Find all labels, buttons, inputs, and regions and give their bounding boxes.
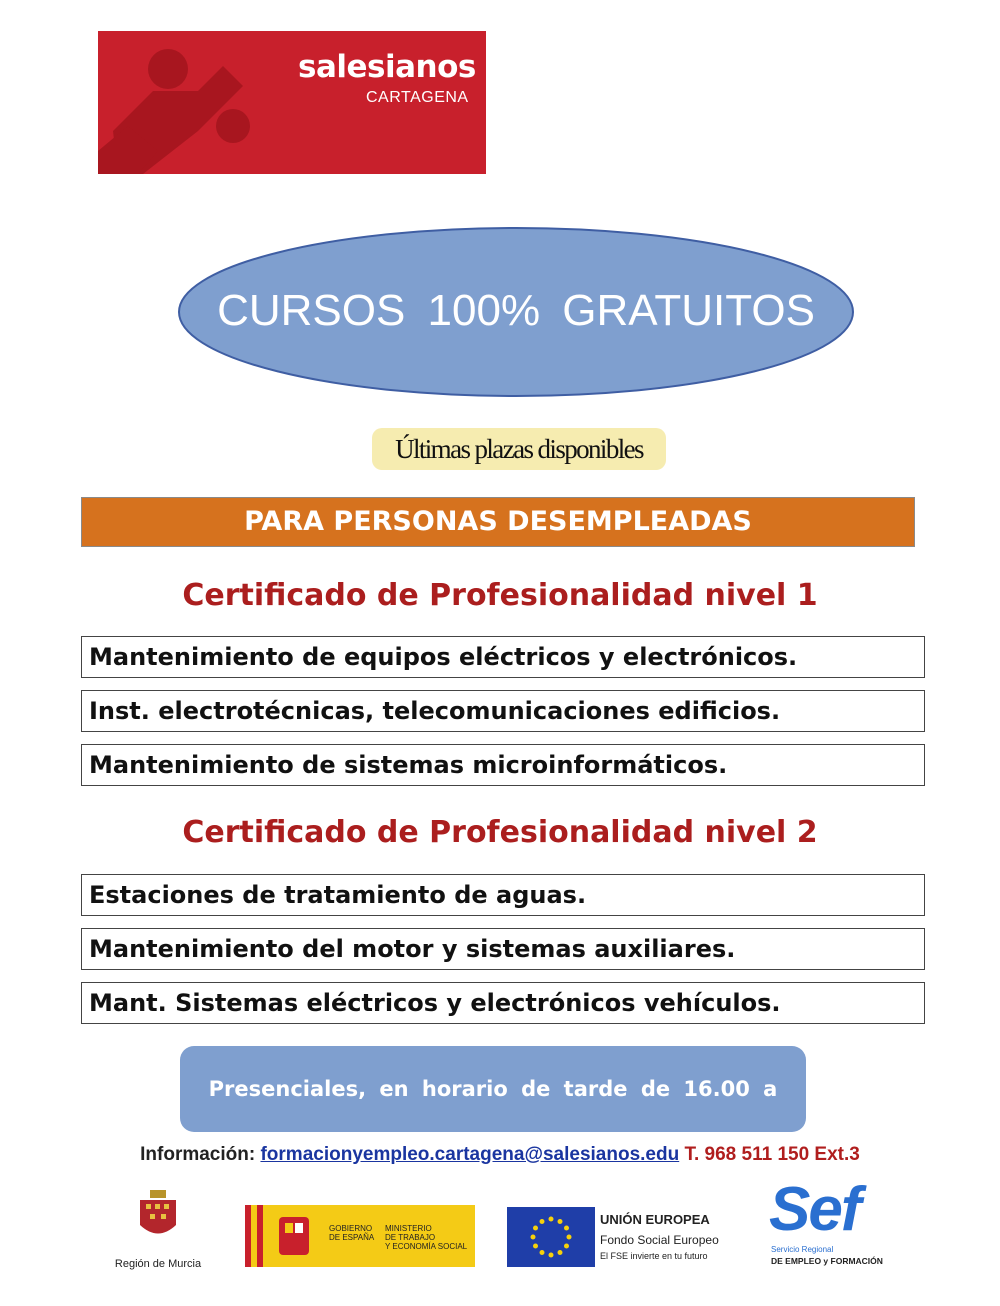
eu-flag-icon	[507, 1207, 595, 1267]
ministerio-text: MINISTERIO DE TRABAJO Y ECONOMÍA SOCIAL	[385, 1224, 468, 1251]
headline-oval	[177, 226, 855, 398]
brand-name: salesianos	[298, 49, 476, 85]
gobierno-espana-logo	[245, 1205, 475, 1267]
spain-flag-shield-icon	[245, 1205, 325, 1267]
course-item: Mant. Sistemas eléctricos y electrónicos vehículos.	[81, 982, 925, 1024]
level2-title: Certificado de Profesionalidad nivel 2	[182, 815, 818, 850]
course-item: Inst. electrotécnicas, telecomunicaciones edificios.	[81, 690, 925, 732]
sef-line2: DE EMPLEO y FORMACIÓN	[771, 1256, 883, 1266]
last-places-highlight: Últimas plazas disponibles	[372, 428, 666, 470]
sef-line1: Servicio Regional	[771, 1245, 834, 1254]
eu-fund: Fondo Social Europeo	[600, 1233, 719, 1247]
course-item: Estaciones de tratamiento de aguas.	[81, 874, 925, 916]
eu-motto: El FSE invierte en tu futuro	[600, 1251, 708, 1261]
region-murcia-logo	[110, 1180, 206, 1270]
email-link[interactable]: formacionyempleo.cartagena@salesianos.edu	[260, 1144, 680, 1165]
course-item: Mantenimiento de equipos eléctricos y electrónicos.	[81, 636, 925, 678]
union-europea-logo	[507, 1207, 747, 1267]
phone-number: T. 968 511 150 Ext.3	[684, 1144, 860, 1165]
murcia-coat-of-arms-icon	[110, 1180, 206, 1250]
info-label: Información:	[140, 1144, 256, 1165]
salesianos-logo	[98, 31, 486, 174]
brand-city: CARTAGENA	[366, 89, 469, 106]
sef-logo	[765, 1175, 900, 1270]
course-item: Mantenimiento de sistemas microinformáticos.	[81, 744, 925, 786]
eu-title: UNIÓN EUROPEA	[600, 1212, 710, 1227]
audience-banner: PARA PERSONAS DESEMPLEADAS	[81, 497, 915, 547]
course-item: Mantenimiento del motor y sistemas auxiliares.	[81, 928, 925, 970]
gobierno-text: GOBIERNO DE ESPAÑA	[329, 1224, 375, 1242]
sef-wordmark: Sef	[769, 1175, 860, 1244]
contact-info	[0, 1144, 1000, 1166]
level1-title: Certificado de Profesionalidad nivel 1	[182, 578, 818, 613]
murcia-label: Región de Murcia	[114, 1258, 202, 1270]
schedule-box: Presenciales, en horario de tarde de 16.00 a 21.00	[180, 1046, 806, 1132]
headline-text: CURSOS 100% GRATUITOS	[217, 286, 815, 335]
